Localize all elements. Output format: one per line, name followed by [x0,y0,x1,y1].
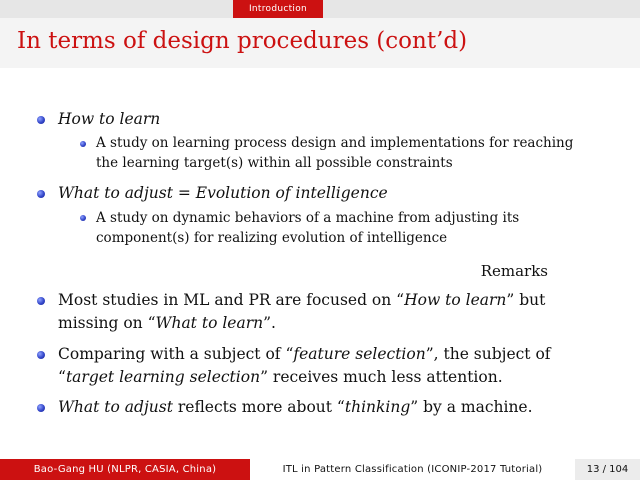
footer-bar [0,459,640,480]
remark-item: What to adjust reflects more about “thinking” by a machine. [58,398,533,416]
slide-title: In terms of design procedures (cont’d) [17,28,468,54]
bullet-icon [37,404,45,412]
bullet-icon [37,116,45,124]
sub-list-item: A study on dynamic behaviors of a machine from adjusting its component(s) for realizing evolution of intelligence [96,210,520,246]
list-item: What to adjust = Evolution of intelligence [58,184,388,202]
list-item: How to learn [58,110,161,128]
remarks-heading: Remarks [480,262,548,280]
bullet-icon [37,190,45,198]
remark-item: Most studies in ML and PR are focused on “How to learn” but missing on “What to learn”. [58,291,546,332]
bullet-icon [37,351,45,359]
footer-talk-title: ITL in Pattern Classification (ICONIP-2017 Tutorial) [250,459,575,480]
footer-page-number: 13 / 104 [575,459,640,480]
sub-list-item: A study on learning process design and implementations for reaching the learning target(s) within all possible constraints [96,135,574,171]
footer-author: Bao-Gang HU (NLPR, CASIA, China) [0,459,250,480]
sub-bullet-icon [80,215,86,221]
remark-item: Comparing with a subject of “feature selection”, the subject of “target learning selection” receives much less attention. [58,345,551,386]
section-tab-introduction[interactable]: Introduction [233,0,323,18]
sub-bullet-icon [80,141,86,147]
bullet-icon [37,297,45,305]
